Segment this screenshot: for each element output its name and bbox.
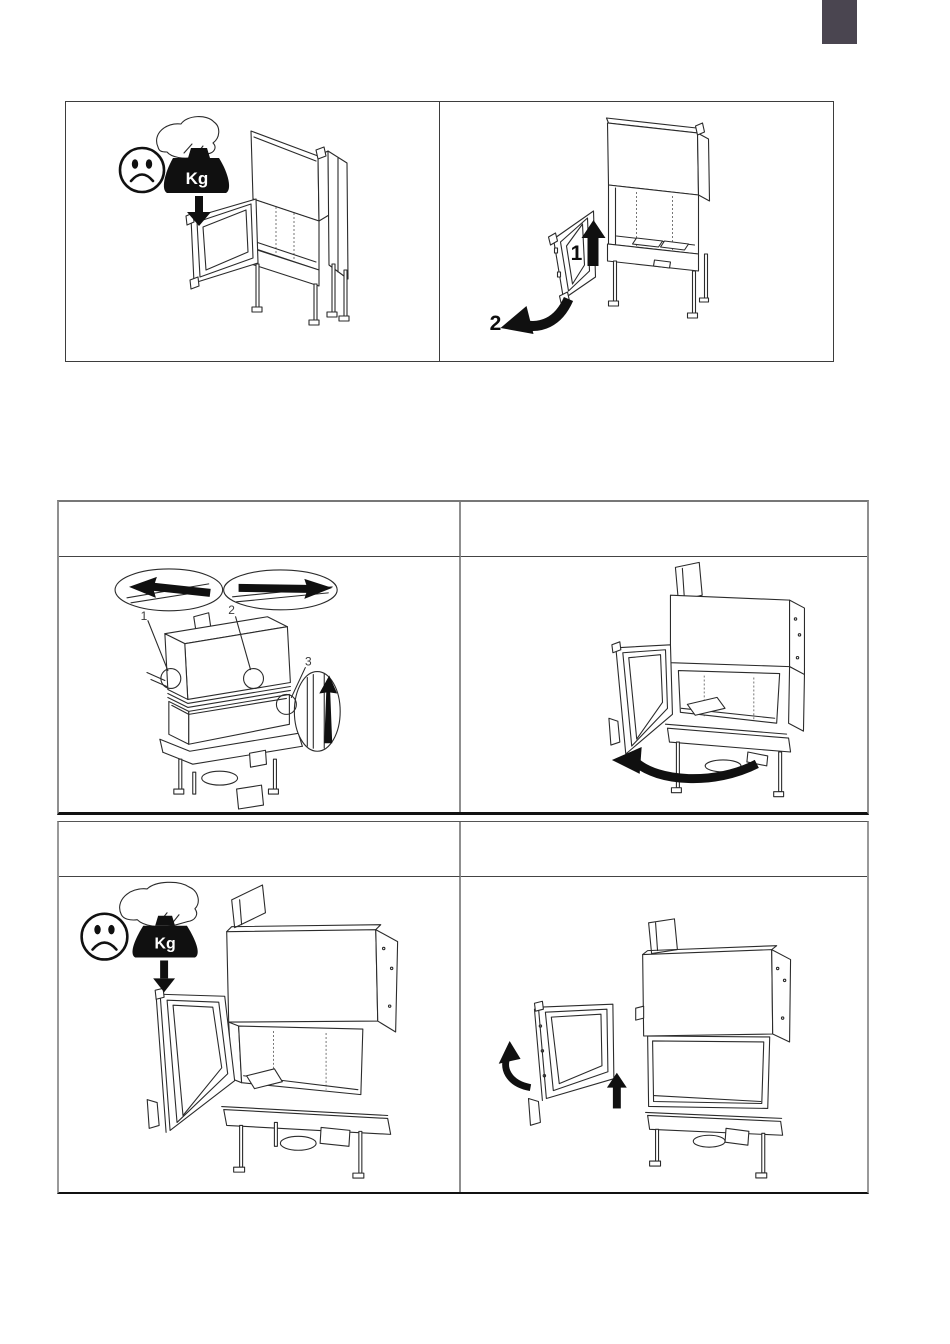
figure-door-swing-open bbox=[461, 557, 867, 812]
sad-face-icon bbox=[120, 148, 164, 192]
table2-header-right-cell bbox=[461, 822, 867, 877]
table1-header-left-cell bbox=[59, 502, 461, 557]
procedure-table-2 bbox=[57, 821, 869, 1194]
detail-bubble-2 bbox=[224, 570, 338, 610]
figure-door-removed bbox=[461, 877, 867, 1192]
open-door-drawing bbox=[147, 988, 234, 1132]
step-2-label: 2 bbox=[489, 312, 502, 335]
page-corner-tab bbox=[822, 0, 857, 44]
top-figure-left-cell bbox=[66, 102, 440, 361]
fireplace-drawing bbox=[607, 118, 710, 318]
kg-label: Kg bbox=[154, 935, 176, 953]
table2-left-cell bbox=[59, 877, 461, 1192]
callout-1-label: 1 bbox=[140, 608, 148, 623]
detached-door-drawing bbox=[529, 1001, 614, 1125]
fireplace-drawing bbox=[665, 562, 804, 796]
table2-header-left-cell bbox=[59, 822, 461, 877]
figure-door-removal-steps bbox=[440, 102, 833, 361]
arrow-swing-step2-icon bbox=[501, 299, 569, 334]
table1-right-cell bbox=[461, 557, 867, 812]
figure-no-weight-on-open-door-corner bbox=[59, 877, 459, 1192]
top-figure-right-cell bbox=[440, 102, 833, 361]
open-door-drawing bbox=[609, 642, 673, 754]
table1-header-right-cell bbox=[461, 502, 867, 557]
kg-label: Kg bbox=[185, 169, 209, 188]
procedure-table-1 bbox=[57, 500, 869, 815]
leader-line-1 bbox=[148, 621, 168, 671]
table1-left-cell bbox=[59, 557, 461, 812]
step-1-label: 1 bbox=[570, 242, 583, 265]
table2-right-cell bbox=[461, 877, 867, 1192]
arrow-down-icon bbox=[153, 960, 175, 992]
callout-2-label: 2 bbox=[228, 602, 235, 617]
figure-panel-slide-details bbox=[59, 557, 459, 812]
hand-icon bbox=[157, 117, 219, 159]
callout-3-label: 3 bbox=[304, 654, 312, 669]
detail-bubble-1 bbox=[115, 569, 223, 611]
top-figure-box bbox=[65, 101, 834, 362]
fireplace-drawing bbox=[251, 131, 349, 325]
figure-no-weight-on-open-door bbox=[66, 102, 439, 361]
sad-face-icon bbox=[82, 914, 128, 960]
detail-bubble-3 bbox=[294, 672, 340, 752]
fireplace-drawing bbox=[222, 885, 398, 1178]
fireplace-drawing bbox=[636, 919, 791, 1178]
swing-arrow-icon bbox=[499, 1041, 531, 1088]
